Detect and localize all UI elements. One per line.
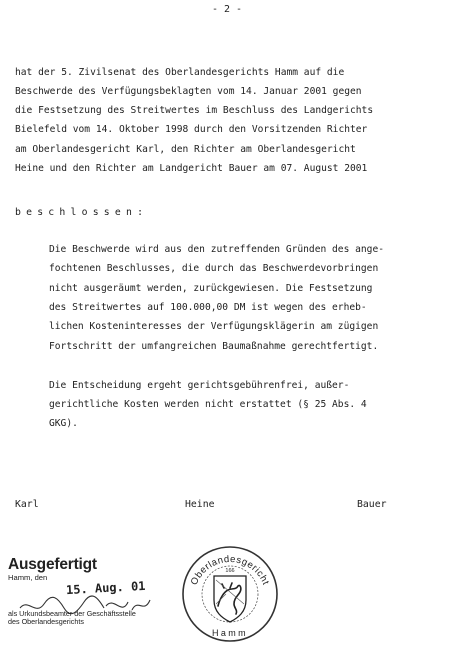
text-line: des Streitwertes auf 100.000,00 DM ist wegen des erheb- bbox=[49, 302, 367, 313]
text-line: die Festsetzung des Streitwertes im Beschluss des Landgerichts bbox=[15, 105, 374, 116]
stamp-line-2: des Oberlandesgerichts bbox=[8, 617, 84, 626]
text-line: Beschwerde des Verfügungsbeklagten vom 14. Januar 2001 gegen bbox=[15, 86, 362, 97]
seal-arc-text: Oberlandesgericht bbox=[188, 553, 272, 588]
text-line: fochtenen Beschlusses, die durch das Beschwerdevorbringen bbox=[49, 263, 379, 274]
text-line: GKG). bbox=[49, 418, 78, 429]
text-line: Die Beschwerde wird aus den zutreffenden Gründen des ange- bbox=[49, 244, 385, 255]
text-line: am Oberlandesgericht Karl, den Richter am Oberlandesgericht bbox=[15, 144, 356, 155]
signature-name-heine: Heine bbox=[185, 499, 215, 510]
text-line: nicht ausgeräumt werden, zurückgewiesen. Die Festsetzung bbox=[49, 283, 373, 294]
page-number: - 2 - bbox=[211, 4, 243, 15]
seal-bottom-text: Hamm bbox=[211, 628, 249, 638]
text-line: lichen Kosteninteresses der Verfügungsklägerin am zügigen bbox=[49, 321, 379, 332]
stamp-place: Hamm, den bbox=[8, 573, 48, 582]
stamp-line-1: als Urkundsbeamter der Geschäftsstelle bbox=[8, 609, 136, 618]
text-line: hat der 5. Zivilsenat des Oberlandesgerichts Hamm auf die bbox=[15, 67, 345, 78]
signature-name-karl: Karl bbox=[15, 499, 39, 510]
seal-number: 166 bbox=[225, 568, 235, 574]
signature-name-bauer: Bauer bbox=[357, 499, 387, 510]
text-line: Die Entscheidung ergeht gerichtsgebührenfrei, außer- bbox=[49, 380, 350, 391]
stamp-title: Ausgefertigt bbox=[8, 556, 97, 573]
text-line: Fortschritt der umfangreichen Baumaßnahme gerechtfertigt. bbox=[49, 341, 379, 352]
stamp-date: 15. Aug. 01 bbox=[65, 578, 146, 598]
court-seal-icon bbox=[180, 544, 280, 644]
text-line: gerichtliche Kosten werden nicht erstattet (§ 25 Abs. 4 bbox=[49, 399, 367, 410]
text-line: Heine und den Richter am Landgericht Bauer am 07. August 2001 bbox=[15, 163, 368, 174]
decision-heading: beschlossen: bbox=[15, 207, 149, 218]
text-line: Bielefeld vom 14. Oktober 1998 durch den Vorsitzenden Richter bbox=[15, 124, 368, 135]
